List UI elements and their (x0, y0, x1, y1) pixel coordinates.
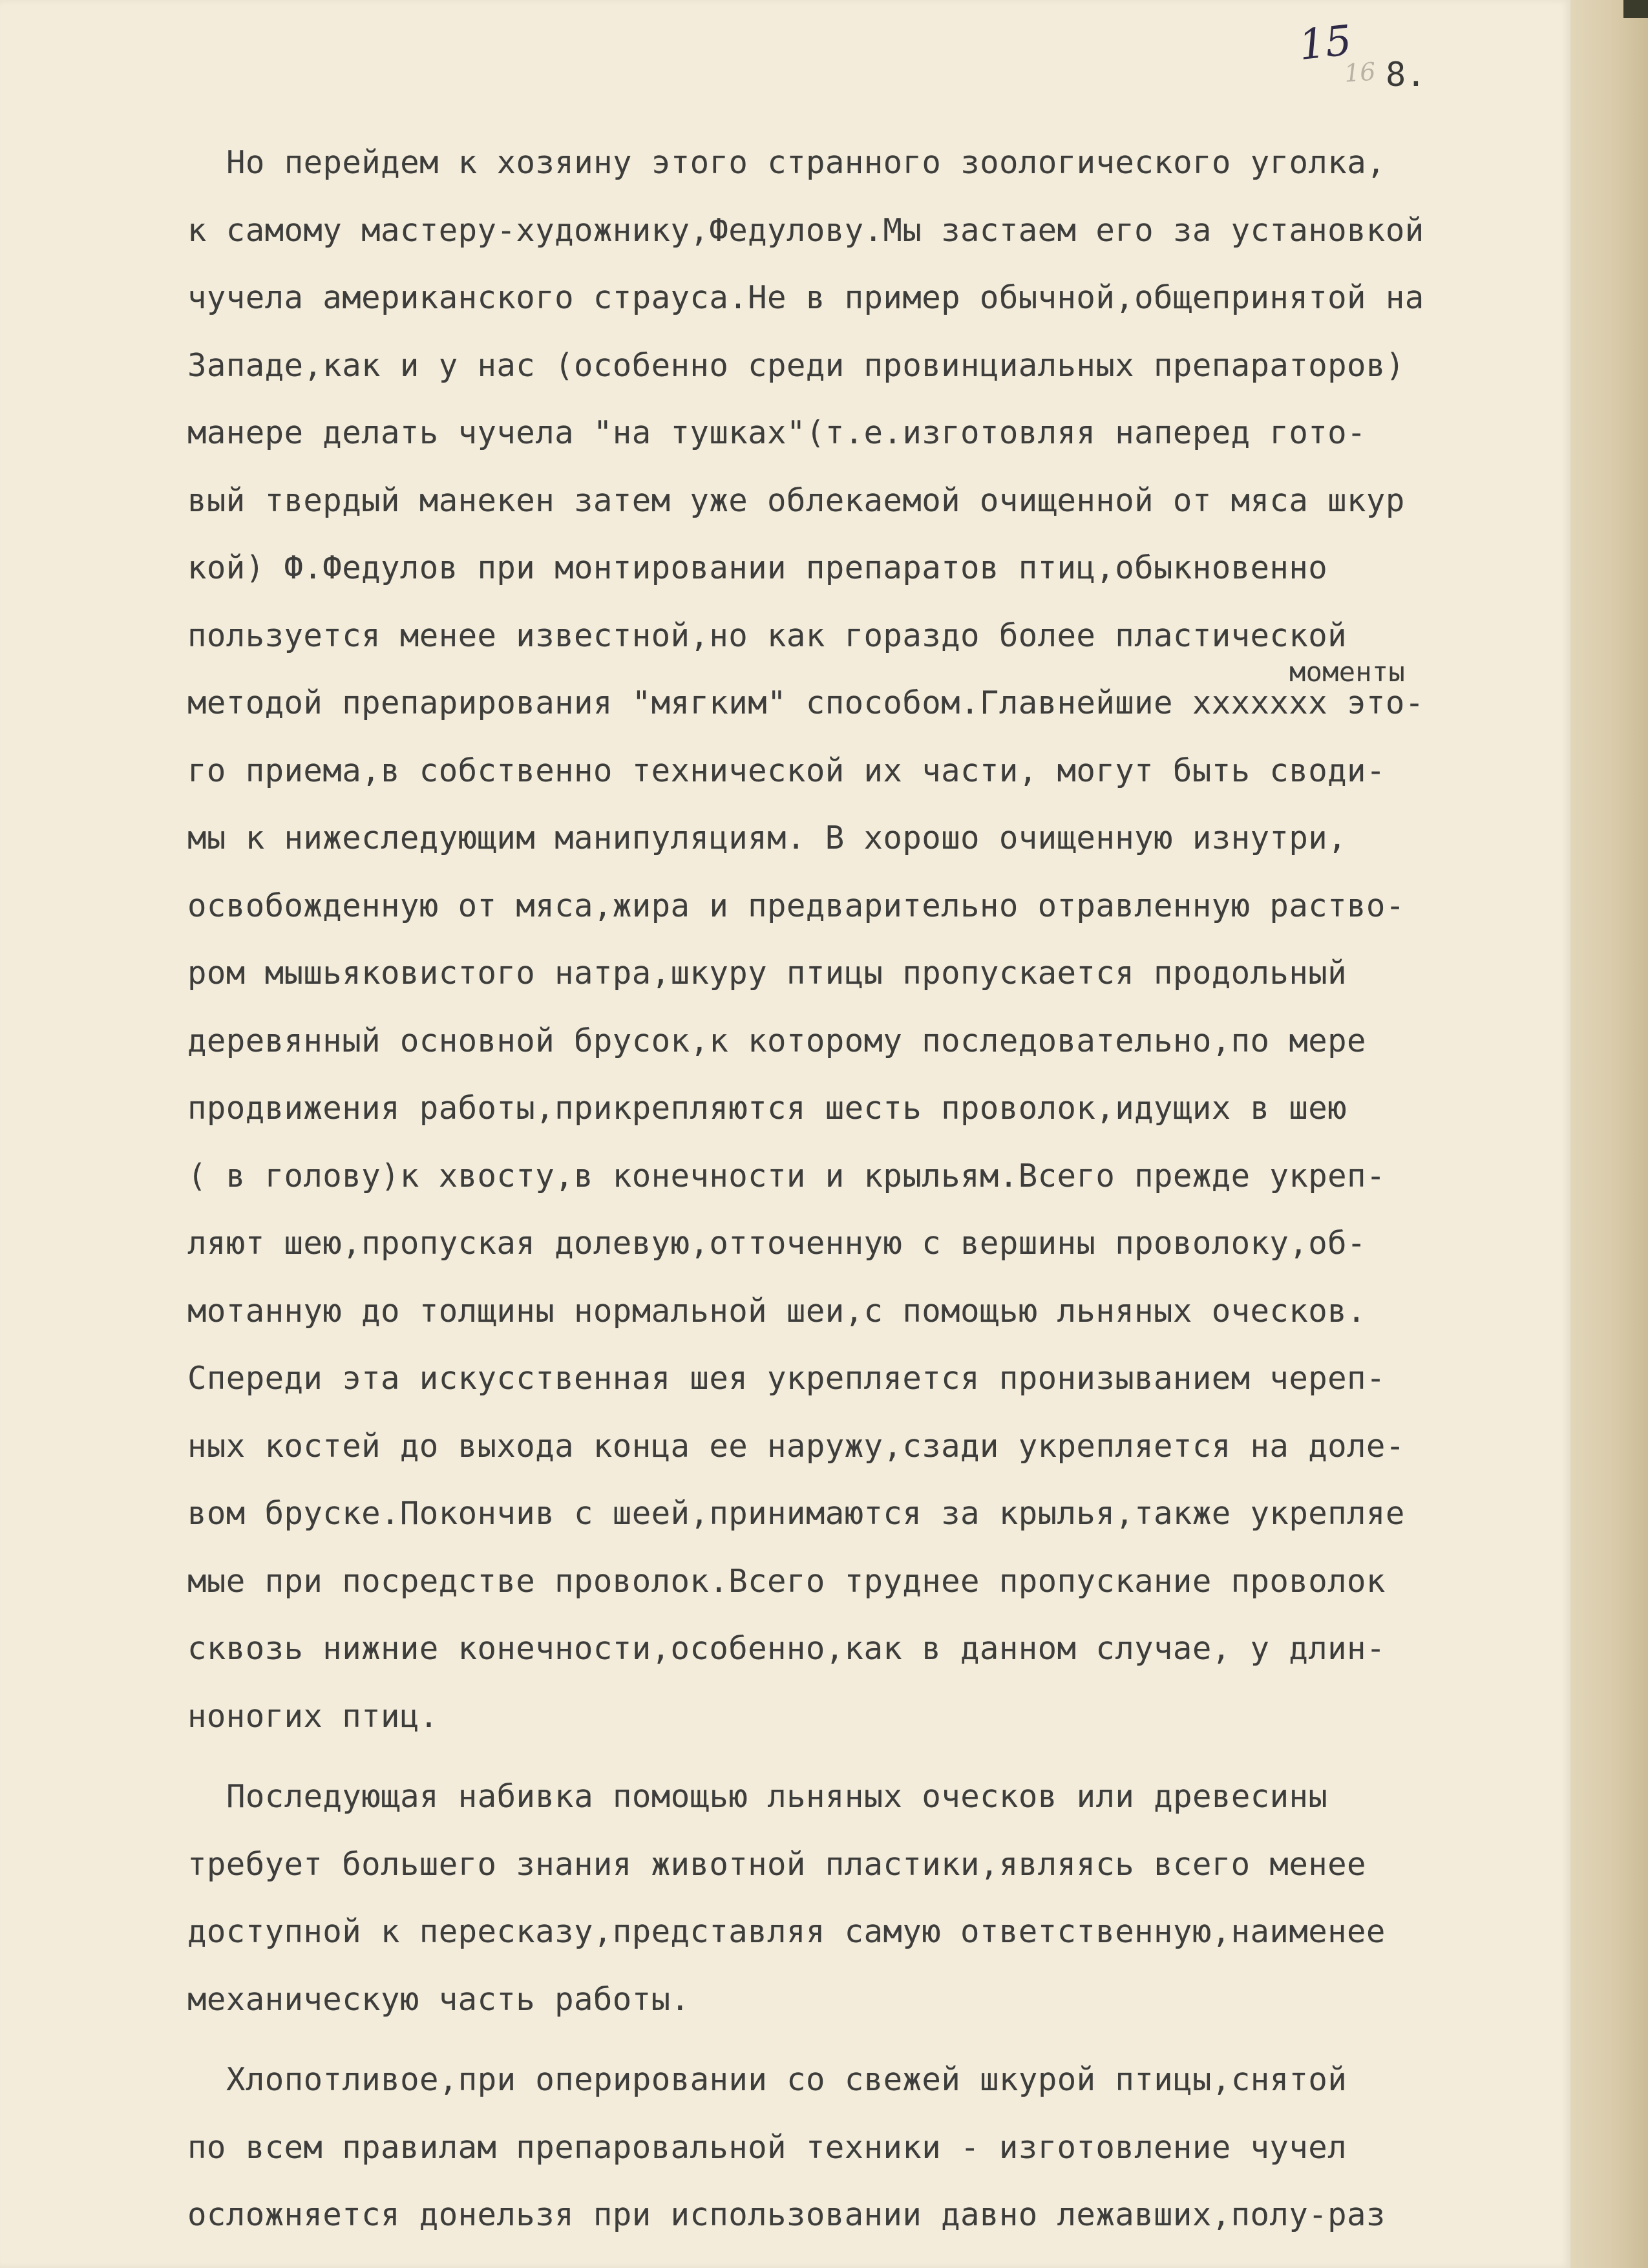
text-line: освобожденную от мяса,жира и предварительно отравленную раство- (187, 887, 1405, 924)
text-line: ляют шею,пропуская долевую,отточенную с вершины проволоку,об- (187, 1225, 1366, 1262)
paragraph-gap (187, 1750, 1564, 1763)
text-line: пользуется менее известной,но как гораздо более пластической (187, 617, 1347, 654)
paragraph-3 (187, 2046, 1564, 2249)
archive-folio-number: 15 (1296, 16, 1355, 70)
paragraph-gap (187, 2033, 1564, 2046)
text-line: сквозь нижние конечности,особенно,как в данном случае, у длин- (187, 1630, 1386, 1667)
page-number: 8. (1386, 56, 1426, 94)
text-line: вый твердый манекен затем уже облекаемой очищенной от мяса шкур (187, 482, 1405, 519)
text-line: ноногих птиц. (187, 1697, 439, 1735)
text-line: ром мышьяковистого натра,шкуру птицы пропускается продольный (187, 955, 1347, 991)
text-line: деревянный основной брусок,к которому последовательно,по мере (187, 1022, 1366, 1059)
text-line: к самому мастеру-художнику,Федулову.Мы застаем его за установкой (187, 211, 1424, 249)
text-line: Западе,как и у нас (особенно среди провинциальных препараторов) (187, 346, 1405, 384)
text-line: манере делать чучела "на тушках"(т.е.изготовляя наперед гото- (187, 414, 1366, 451)
text-line: мы к нижеследующим манипуляциям. В хорошо очищенную изнутри, (187, 820, 1347, 856)
page-edge-background (1570, 0, 1648, 2268)
text-line: кой) Ф.Федулов при монтировании препаратов птиц,обыкновенно (187, 549, 1328, 586)
text-line: методой препарирования "мягким" способом.Главнейшие xxxxxxx это- (187, 684, 1424, 721)
text-line: мые при посредстве проволок.Всего труднее пропускание проволок (187, 1562, 1386, 1600)
text-line: вом бруске.Покончив с шеей,принимаются за крылья,также укрепляе (187, 1495, 1405, 1532)
text-line: ных костей до выхода конца ее наружу,сзади укрепляется на доле- (187, 1427, 1405, 1465)
paragraph-1 (187, 129, 1564, 1750)
text-line: по всем правилам препаровальной техники - изготовление чучел (187, 2128, 1347, 2166)
archive-folio-number-faint: 16 (1343, 57, 1377, 88)
text-line: Но перейдем к хозяину этого странного зоологического уголка, (226, 144, 1386, 181)
typewritten-text (187, 129, 1564, 2249)
text-line: Последующая набивка помощью льняных оческов или древесины (226, 1778, 1328, 1815)
text-line: доступной к пересказу,представляя самую ответственную,наименее (187, 1913, 1386, 1950)
text-line: го приема,в собственно технической их части, могут быть своди- (187, 752, 1386, 789)
text-line: механическую часть работы. (187, 1980, 690, 2018)
paragraph-2 (187, 1763, 1564, 2033)
text-line: мотанную до толщины нормальной шеи,с помощью льняных оческов. (187, 1292, 1366, 1330)
text-line: требует большего знания животной пластики,являясь всего менее (187, 1845, 1366, 1883)
text-line: чучела американского страуса.Не в пример обычной,общепринятой на (187, 279, 1424, 316)
text-line: продвижения работы,прикрепляются шесть проволок,идущих в шею (187, 1090, 1347, 1127)
text-line: осложняется донельзя при использовании давно лежавших,полу-раз (187, 2196, 1386, 2233)
text-line: Спереди эта искусственная шея укрепляется пронизыванием череп- (187, 1360, 1386, 1397)
text-line: Хлопотливое,при оперировании со свежей шкурой птицы,снятой (226, 2061, 1347, 2098)
handwritten-insertion: моменты (1289, 656, 1406, 688)
text-line: ( в голову)к хвосту,в конечности и крыльям.Всего прежде укреп- (187, 1157, 1386, 1194)
scanner-corner (1623, 0, 1648, 18)
